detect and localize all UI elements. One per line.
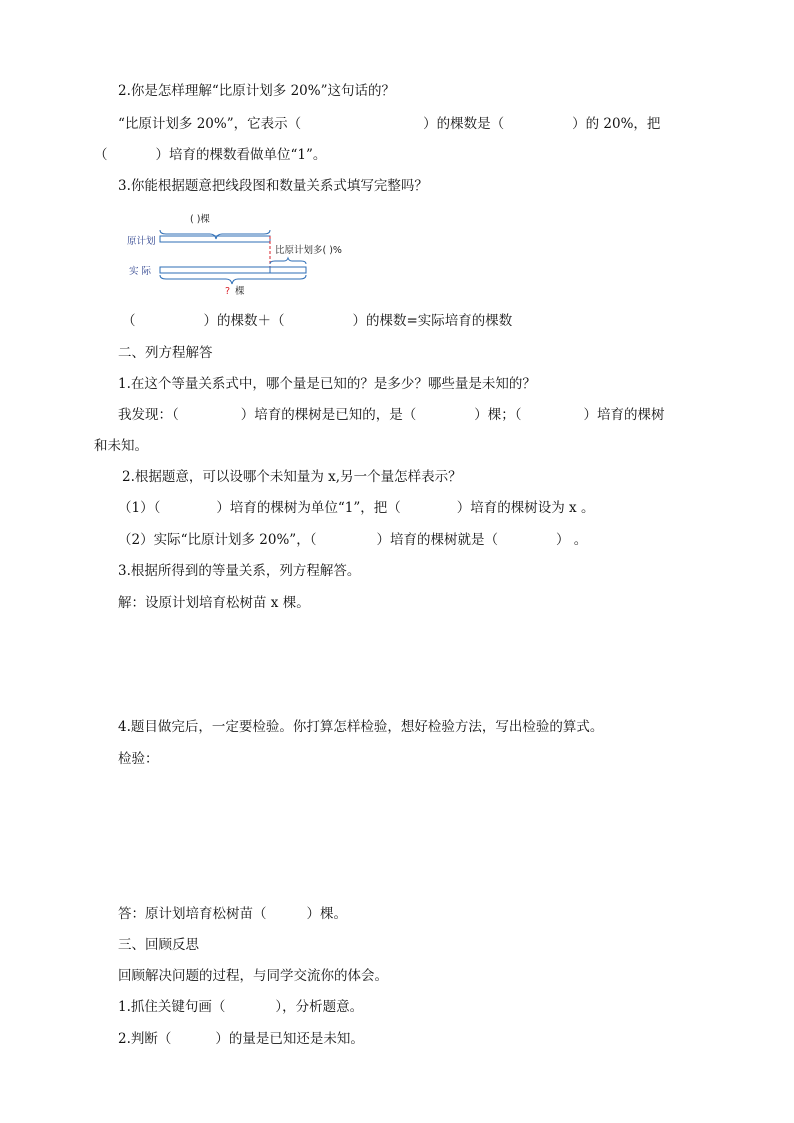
text-segment: ）棵。	[306, 906, 347, 922]
section-2-question-3: 3.根据所得到的等量关系，列方程解答。	[118, 563, 361, 579]
top-label: ( )棵	[190, 214, 210, 225]
section-2-title: 二、列方程解答	[118, 345, 213, 361]
question-2-line-1	[118, 115, 660, 133]
question-2-item-1	[118, 499, 594, 517]
text-segment: ），分析题意。	[275, 999, 364, 1015]
text-segment: ） 。	[555, 532, 588, 548]
question-2-title: 2.你是怎样理解“比原计划多 20%”这句话的？	[118, 83, 395, 99]
discover-line	[118, 406, 665, 424]
text-segment: ）培育的棵数看做单位“1”。	[155, 147, 327, 163]
text-segment: ）培育的棵树就是（	[376, 532, 498, 548]
section-3-title: 三、回顾反思	[118, 937, 199, 953]
text-segment: ）棵；（	[474, 407, 522, 423]
top-brace	[160, 230, 270, 239]
more-label: 比原计划多( )%	[275, 245, 342, 256]
section-2-question-1: 1.在这个等量关系式中，哪个量是已知的？是多少？哪些量是未知的？	[118, 376, 536, 392]
text-segment: ）的棵数是（	[423, 116, 505, 132]
discover-line-cont: 和未知。	[94, 438, 148, 454]
text-segment: 1.抓住关键句画（	[118, 999, 226, 1015]
text-segment: （2）实际“比原计划多 20%”，（	[118, 532, 317, 548]
actual-segment	[160, 267, 306, 273]
solution-line: 解：设原计划培育松树苗 x 棵。	[118, 595, 310, 611]
question-2-line-2	[94, 146, 326, 164]
review-item-1	[118, 998, 363, 1016]
text-segment: ）培育的棵树是已知的，是（	[240, 407, 417, 423]
bottom-label: 棵	[235, 286, 245, 297]
text-segment: 答：原计划培育松树苗（	[118, 906, 267, 922]
bottom-brace	[160, 275, 306, 284]
text-segment: ）的 20%，把	[572, 116, 661, 132]
line-segment-diagram	[118, 206, 378, 298]
more-brace	[270, 258, 306, 264]
question-2-item-2	[118, 531, 587, 549]
check-label: 检验：	[118, 751, 159, 767]
question-3-title: 3.你能根据题意把线段图和数量关系式填写完整吗？	[118, 178, 428, 194]
text-segment: 2.判断（	[118, 1031, 172, 1047]
text-segment: 我发现：（	[118, 407, 179, 423]
text-segment: ）培育的棵树为单位“1”，把（	[216, 500, 401, 516]
text-segment: （	[122, 313, 136, 329]
text-segment: ）培育的棵树设为 x 。	[456, 500, 595, 516]
relation-line	[122, 312, 512, 330]
text-segment: （	[94, 147, 108, 163]
answer-line	[118, 905, 347, 923]
text-segment: ）培育的棵树	[583, 407, 665, 423]
text-segment: ）的棵数＋（	[203, 313, 285, 329]
section-2-question-4: 4.题目做完后，一定要检验。你打算怎样检验，想好检验方法，写出检验的算式。	[118, 719, 604, 735]
plan-label: 原计划	[127, 236, 156, 247]
section-2-question-2: 2.根据题意，可以设哪个未知量为 x,另一个量怎样表示？	[122, 469, 462, 485]
review-item-2	[118, 1030, 364, 1048]
review-intro: 回顾解决问题的过程，与同学交流你的体会。	[118, 968, 388, 984]
text-segment: （1）（	[118, 500, 161, 516]
text-segment: “比原计划多 20%”，它表示（	[118, 116, 302, 132]
text-segment: ）的量是已知还是未知。	[215, 1031, 364, 1047]
question-mark: ?	[225, 286, 231, 297]
actual-label: 实 际	[129, 266, 152, 277]
text-segment: ）的棵数=实际培育的棵数	[352, 313, 513, 329]
